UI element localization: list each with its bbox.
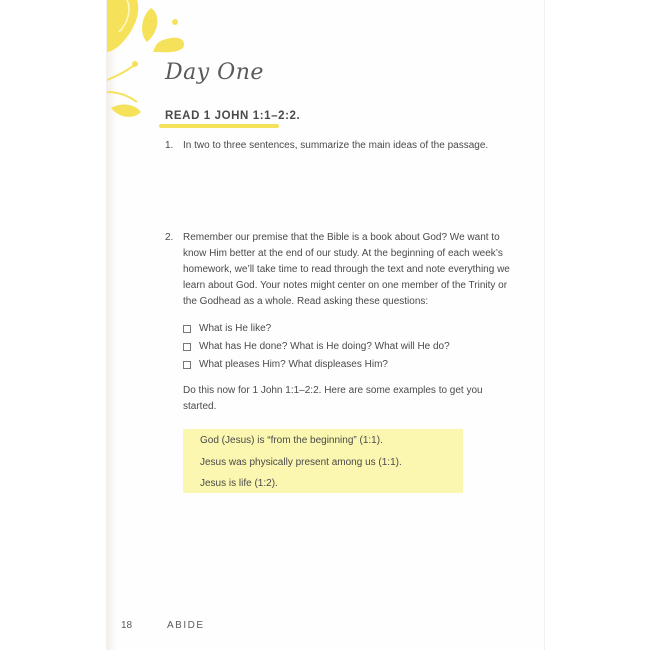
question-number: 2. bbox=[165, 232, 174, 243]
question-text: Remember our premise that the Bible is a book about God? We want to know Him better at the end of our study. At the beginning of each week’s homework, we’ll take time to read through the text and note everything we learn about God. Your notes might center on one member of the Trinity or the Godhead as a whole. Read asking these questions: bbox=[183, 232, 510, 307]
question-number: 1. bbox=[165, 140, 174, 151]
example-line: Jesus was physically present among us (1:1). bbox=[200, 457, 402, 468]
checklist-item bbox=[183, 356, 450, 374]
page-number: 18 bbox=[121, 620, 133, 631]
checklist-item-label: What has He done? What is He doing? What will He do? bbox=[199, 341, 450, 352]
book-title: ABIDE bbox=[167, 620, 205, 631]
question-text: In two to three sentences, summarize the main ideas of the passage. bbox=[183, 140, 489, 151]
checklist-item bbox=[183, 320, 450, 338]
reading-assignment-heading: READ 1 JOHN 1:1–2:2. bbox=[165, 110, 301, 122]
example-line: Jesus is life (1:2). bbox=[200, 478, 278, 489]
workbook-page bbox=[107, 0, 544, 650]
heading-highlight-underline bbox=[159, 124, 279, 128]
question-1 bbox=[165, 138, 515, 154]
checkbox-icon bbox=[183, 325, 191, 333]
instruction-text: Do this now for 1 John 1:1–2:2. Here are some examples to get you started. bbox=[183, 385, 483, 412]
question-checklist bbox=[183, 320, 450, 374]
checkbox-icon bbox=[183, 361, 191, 369]
checklist-item-label: What is He like? bbox=[199, 323, 272, 334]
checklist-item bbox=[183, 338, 450, 356]
question-2 bbox=[165, 230, 515, 310]
example-line: God (Jesus) is “from the beginning” (1:1). bbox=[200, 435, 383, 446]
examples-highlight-box bbox=[183, 429, 463, 493]
checkbox-icon bbox=[183, 343, 191, 351]
day-title: Day One bbox=[165, 60, 264, 85]
checklist-item-label: What pleases Him? What displeases Him? bbox=[199, 359, 388, 370]
